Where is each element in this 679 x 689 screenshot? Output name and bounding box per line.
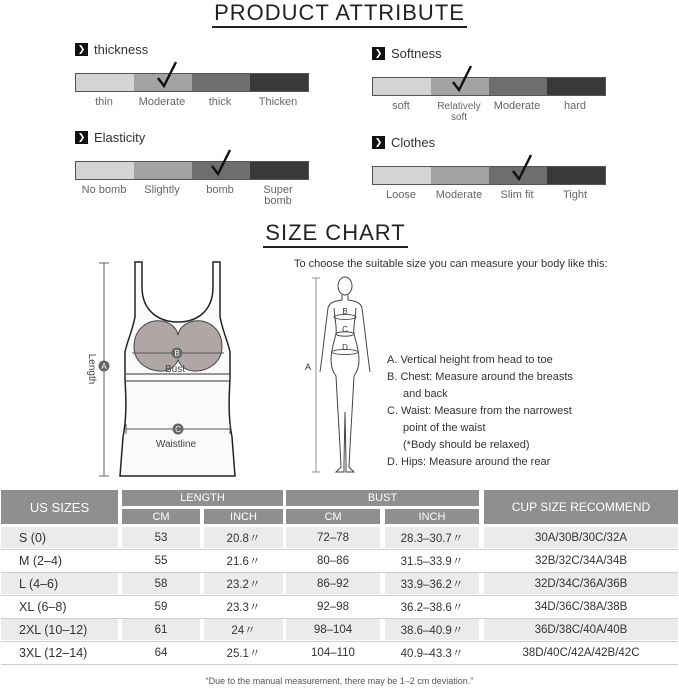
attribute-scale (75, 73, 309, 92)
bust-cm-cell: 92–98 (317, 600, 349, 613)
cup-cell: 36D/38C/40A/40B (484, 619, 678, 640)
cup-cell: 32B/32C/34A/34B (534, 554, 628, 567)
length-header: LENGTH (122, 490, 283, 506)
cup-size-header: CUP SIZE RECOMMEND (484, 490, 678, 524)
table-row (0, 642, 679, 663)
cup-cell: 30A/30B/30C/32A (484, 527, 678, 548)
bust-label: Bust (164, 364, 186, 375)
footnote: “Due to the manual measurement, there may be 1–2 cm deviation.” (205, 676, 474, 686)
bust-inch-cell: 31.5–33.9〃 (400, 555, 464, 568)
chevron-right-icon: ❯ (372, 47, 385, 60)
checkmark-icon (510, 152, 534, 182)
product-attribute-title: PRODUCT ATTRIBUTE (0, 0, 679, 26)
bust-cm-header: CM (286, 509, 380, 524)
scale-label: Loose (386, 189, 416, 201)
chevron-right-icon: ❯ (372, 136, 385, 149)
length-cm-cell: 61 (122, 619, 200, 640)
size-cell: XL (6–8) (19, 599, 67, 614)
scale-label: Tight (562, 189, 588, 201)
marker-b: B (174, 349, 180, 358)
body-figure-illustration (300, 272, 390, 477)
instruction-line: D. Hips: Measure around the rear (387, 456, 551, 468)
attribute-softness (372, 45, 612, 135)
length-inch-cell: 21.6〃 (226, 555, 261, 568)
bust-inch-header: INCH (385, 509, 479, 524)
body-marker-b: B (342, 307, 348, 316)
length-inch-cell: 23.3〃 (226, 601, 261, 614)
tank-top-measurement-diagram (80, 257, 270, 482)
scale-label: Thicken (258, 96, 298, 108)
scale-label: No bomb (81, 184, 127, 196)
scale-label: Slightly (144, 184, 180, 196)
checkmark-icon (209, 147, 233, 177)
size-cell: M (2–4) (19, 553, 63, 568)
bust-cm-cell: 98–104 (286, 619, 380, 640)
bust-inch-cell: 38.6–40.9〃 (385, 619, 479, 640)
scale-label: Super bomb (263, 184, 293, 207)
scale-label: Moderate (435, 189, 483, 201)
length-inch-cell: 25.1〃 (226, 647, 261, 660)
chevron-right-icon: ❯ (75, 43, 88, 56)
attribute-name: thickness (94, 41, 149, 57)
body-marker-d: D (342, 343, 348, 352)
scale-label: thin (95, 96, 113, 108)
attribute-scale (372, 166, 606, 185)
table-row (0, 527, 679, 548)
length-inch-cell: 20.8〃 (204, 527, 283, 548)
scale-label: Moderate (138, 96, 186, 108)
table-row (0, 573, 679, 594)
checkmark-icon (155, 59, 179, 89)
length-cm-cell: 59 (154, 600, 168, 613)
attribute-name: Clothes (391, 134, 436, 150)
instruction-line: point of the waist (403, 422, 486, 434)
size-chart-title: SIZE CHART (0, 220, 675, 246)
attribute-scale (75, 161, 309, 180)
attribute-elasticity (75, 129, 315, 209)
bust-cm-cell: 80–86 (317, 554, 349, 567)
length-label: Length (86, 353, 97, 385)
attribute-name: Elasticity (94, 129, 146, 145)
checkmark-icon (450, 63, 474, 93)
length-cm-cell: 53 (122, 527, 200, 548)
size-cell: L (4–6) (1, 573, 118, 594)
body-marker-c: C (342, 325, 348, 334)
attribute-name: Softness (391, 45, 442, 61)
scale-label: Relatively soft (437, 101, 481, 123)
bust-inch-cell: 36.2–38.6〃 (400, 601, 464, 614)
instruction-line: A. Vertical height from head to toe (387, 354, 553, 366)
scale-label: bomb (206, 184, 234, 196)
scale-label: hard (563, 100, 587, 112)
cup-cell: 34D/36C/38A/38B (534, 600, 628, 613)
us-sizes-header: US SIZES (1, 490, 118, 524)
chevron-right-icon: ❯ (75, 131, 88, 144)
marker-a: A (101, 362, 107, 371)
length-cm-header: CM (122, 509, 200, 524)
bust-cm-cell: 86–92 (286, 573, 380, 594)
body-marker-a: A (304, 362, 312, 372)
measurement-instructions (387, 352, 573, 471)
table-row (0, 619, 679, 640)
cup-cell: 32D/34C/36A/36B (484, 573, 678, 594)
attribute-clothes (372, 134, 612, 214)
length-inch-header: INCH (204, 509, 283, 524)
table-row (0, 596, 679, 617)
length-inch-cell: 23.2〃 (204, 573, 283, 594)
marker-c: C (175, 425, 181, 434)
cup-cell: 38D/40C/42A/42B/42C (522, 646, 640, 659)
instruction-line: (*Body should be relaxed) (403, 439, 530, 451)
length-cm-cell: 64 (154, 646, 168, 659)
scale-label: soft (392, 100, 410, 112)
length-inch-cell: 24〃 (204, 619, 283, 640)
waistline-label: Waistline (155, 439, 197, 450)
table-row (0, 550, 679, 571)
instruction-line: and back (403, 388, 448, 400)
size-cell: 2XL (10–12) (1, 619, 118, 640)
instruction-line: B. Chest: Measure around the breasts (387, 371, 573, 383)
attribute-scale (372, 77, 606, 96)
bust-inch-cell: 40.9–43.3〃 (400, 647, 464, 660)
bust-inch-cell: 28.3–30.7〃 (385, 527, 479, 548)
bust-inch-cell: 33.9–36.2〃 (385, 573, 479, 594)
bust-header: BUST (286, 490, 479, 506)
scale-label: thick (208, 96, 232, 108)
size-cell: 3XL (12–14) (19, 645, 88, 660)
length-cm-cell: 55 (154, 554, 168, 567)
bust-cm-cell: 72–78 (286, 527, 380, 548)
measure-instructions-intro: To choose the suitable size you can measure your body like this: (294, 258, 608, 270)
instruction-line: C. Waist: Measure from the narrowest (387, 405, 572, 417)
bust-cm-cell: 104–110 (311, 646, 355, 659)
length-cm-cell: 58 (122, 573, 200, 594)
attribute-thickness (75, 41, 315, 121)
scale-label: Moderate (493, 100, 541, 112)
scale-label: Slim fit (500, 189, 534, 201)
size-cell: S (0) (1, 527, 118, 548)
